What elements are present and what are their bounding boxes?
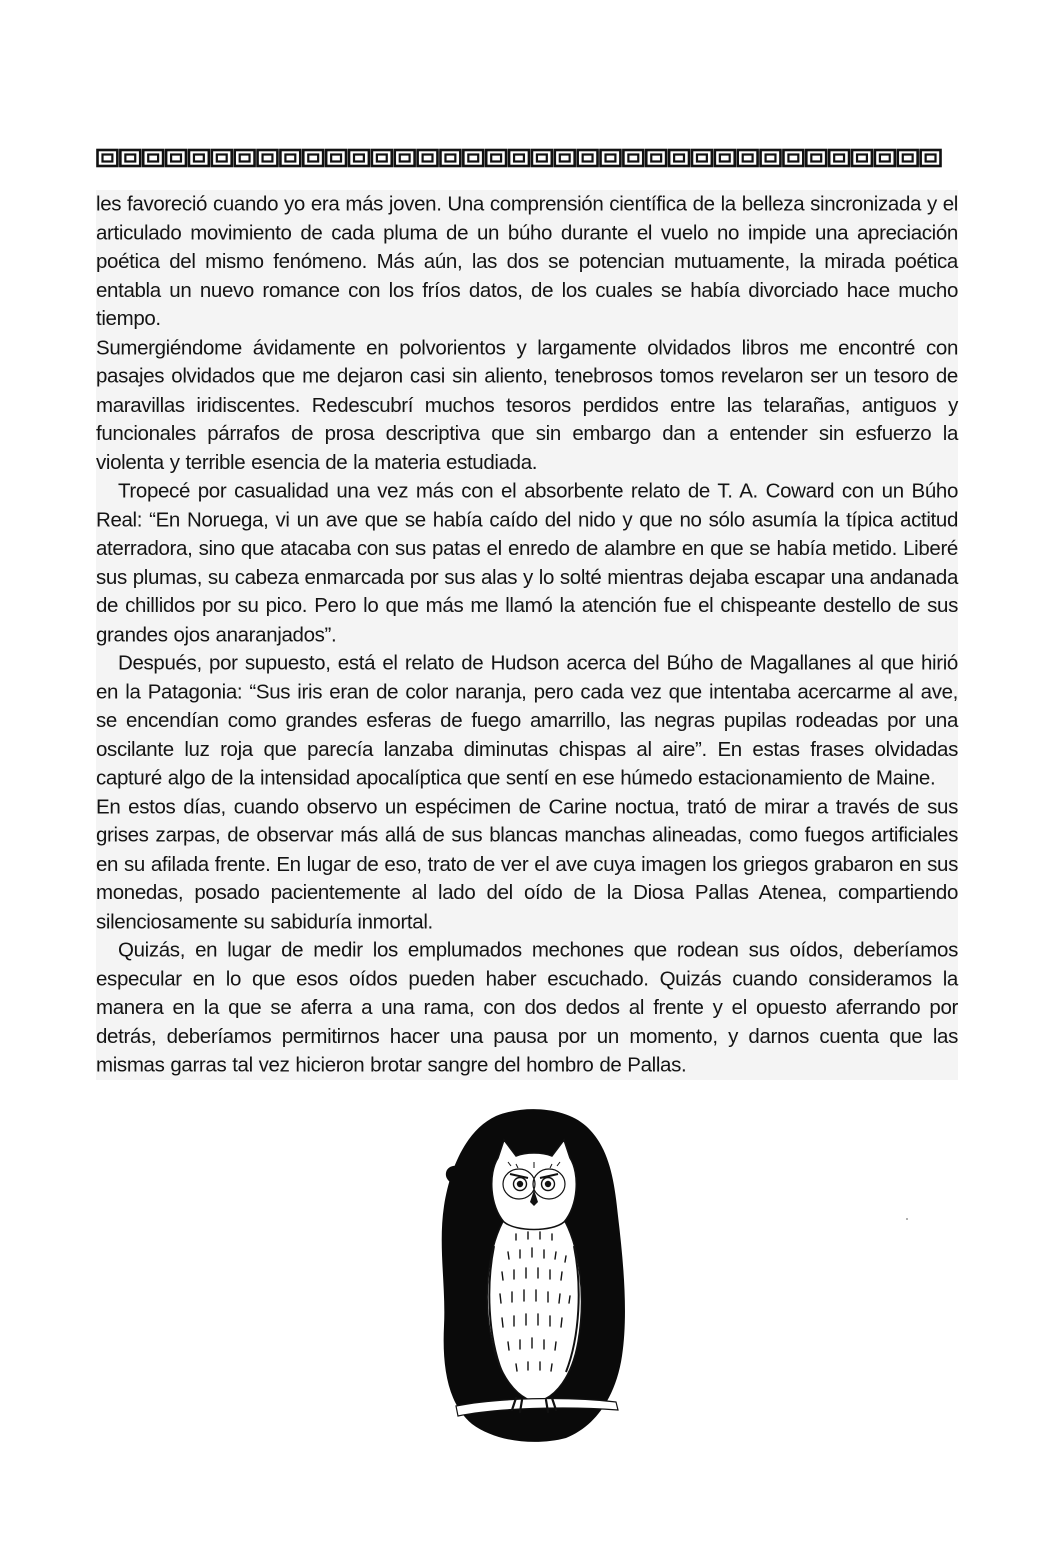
square-spiral-icon bbox=[806, 150, 826, 166]
square-spiral-icon bbox=[875, 150, 895, 166]
square-spiral-icon bbox=[601, 150, 621, 166]
square-spiral-icon bbox=[120, 150, 140, 166]
square-spiral-icon bbox=[532, 150, 552, 166]
square-spiral-icon bbox=[829, 150, 849, 166]
owl-icon bbox=[436, 1106, 628, 1444]
body-text bbox=[96, 190, 958, 1080]
square-spiral-icon bbox=[166, 150, 186, 166]
square-spiral-icon bbox=[852, 150, 872, 166]
square-spiral-icon bbox=[623, 150, 643, 166]
square-spiral-icon bbox=[738, 150, 758, 166]
square-spiral-icon bbox=[418, 150, 438, 166]
square-spiral-icon bbox=[578, 150, 598, 166]
square-spiral-icon bbox=[440, 150, 460, 166]
ink-speck bbox=[906, 1218, 908, 1220]
square-spiral-icon bbox=[280, 150, 300, 166]
body-text-inner bbox=[96, 190, 958, 1080]
square-spiral-icon bbox=[692, 150, 712, 166]
square-spiral-icon bbox=[646, 150, 666, 166]
square-spiral-icon bbox=[921, 150, 941, 166]
paragraph: Quizás, en lugar de medir los emplumados mechones que rodean sus oídos, deberíamos especular en lo que esos oídos pueden haber escuchado. Quizás cuando consideramos la manera en la que se aferra a una rama, con dos dedos al frente y el opuesto aferrando por detrás, deberíamos permitirnos hacer una pausa por un momento, y darnos cuenta que las mismas garras tal vez hicieron brotar sangre del hombro de Pallas. bbox=[96, 938, 958, 1077]
paragraph: Sumergiéndome ávidamente en polvorientos y largamente olvidados libros me encontré con pasajes olvidados que me dejaron casi sin aliento, tenebrosos tomos revelaron ser un tesoro de maravillas iridiscentes. Redescubrí muchos tesoros perdidos entre las telarañas, antiguos y funcionales párrafos de prosa descriptiva que sin embargo dan a entender sin esfuerzo la violenta y terrible esencia de la materia estudiada. bbox=[96, 336, 958, 474]
square-spiral-icon bbox=[509, 150, 529, 166]
square-spiral-icon bbox=[898, 150, 918, 166]
square-spiral-icon bbox=[212, 150, 232, 166]
square-spiral-icon bbox=[555, 150, 575, 166]
paragraph: les favoreció cuando yo era más joven. Una comprensión científica de la belleza sincronizada y el articulado movimiento de cada pluma de un búho durante el vuelo no impide una apreciación poética del mismo fenómeno. Más aún, las dos se potencian mutuamente, la mirada poética entabla un nuevo romance con los fríos datos, de los cuales se había divorciado hace mucho tiempo. bbox=[96, 192, 958, 331]
greek-key-border bbox=[96, 147, 942, 169]
square-spiral-icon bbox=[235, 150, 255, 166]
square-spiral-icon bbox=[143, 150, 163, 166]
square-spiral-icon bbox=[761, 150, 781, 166]
paragraph: En estos días, cuando observo un espécimen de Carine noctua, trató de mirar a través de sus grises zarpas, de observar más allá de sus blancas manchas alineadas, como fuegos artificiales en su afilada frente. En lugar de eso, trato de ver el ave cuya imagen los griegos grabaron en sus monedas, posado pacientemente al lado del oído de la Diosa Pallas Atenea, compartiendo silenciosamente su sabiduría inmortal. bbox=[96, 795, 958, 933]
square-spiral-icon bbox=[258, 150, 278, 166]
paragraph: Después, por supuesto, está el relato de Hudson acerca del Búho de Magallanes al que hirió en la Patagonia: “Sus iris eran de color naranja, pero cada vez que intentaba acercarme al ave, se encendían como grandes esferas de fuego amarrillo, las negras pupilas rodeadas por una oscilante luz roja que parecía lanzaba diminutas chispas al aire”. En estas frases olvidadas capturé algo de la intensidad apocalíptica que sentí en ese húmedo estacionamiento de Maine. bbox=[96, 652, 958, 790]
square-spiral-icon bbox=[98, 150, 118, 166]
square-spiral-icon bbox=[463, 150, 483, 166]
square-spiral-icon bbox=[715, 150, 735, 166]
square-spiral-icon bbox=[395, 150, 415, 166]
square-spiral-icon bbox=[783, 150, 803, 166]
square-spiral-icon bbox=[669, 150, 689, 166]
paragraph: Tropecé por casualidad una vez más con el absorbente relato de T. A. Coward con un Búho Real: “En Noruega, vi un ave que se había caído del nido y que no sólo asumía la típica actitud aterradora, sino que atacaba con sus patas el enredo de alambre en que se había metido. Liberé sus plumas, su cabeza enmarcada por sus alas y lo solté mientras dejaba escapar una andanada de chillidos por su pico. Pero lo que más me llamó la atención fue el chispeante destello de sus grandes ojos anaranjados”. bbox=[96, 479, 958, 646]
square-spiral-icon bbox=[326, 150, 346, 166]
square-spiral-icon bbox=[372, 150, 392, 166]
square-spiral-icon bbox=[349, 150, 369, 166]
square-spiral-icon bbox=[189, 150, 209, 166]
square-spiral-icon bbox=[303, 150, 323, 166]
square-spiral-icon bbox=[486, 150, 506, 166]
